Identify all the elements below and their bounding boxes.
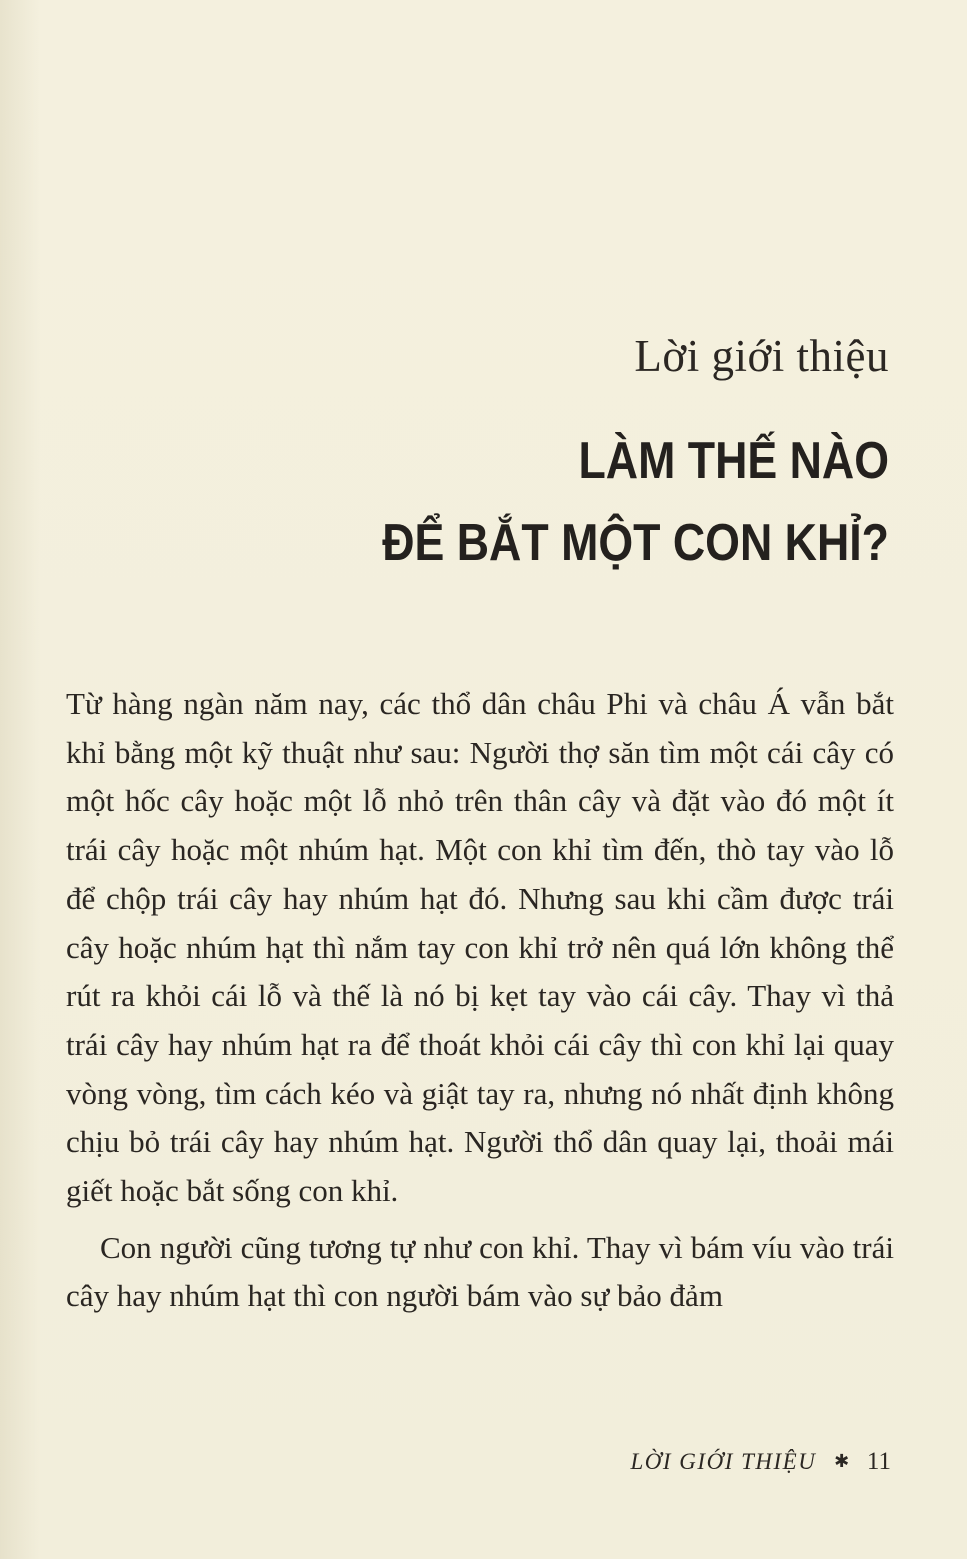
chapter-title [184,420,889,584]
body-text [66,680,894,1321]
chapter-title-line-1: LÀM THẾ NÀO [578,432,889,490]
paragraph-2: Con người cũng tương tự như con khỉ. Thay vì bám víu vào trái cây hay nhúm hạt thì con người bám vào sự bảo đảm [66,1229,894,1314]
asterisk-separator-icon: ✱ [834,1451,850,1471]
running-head: LỜI GIỚI THIỆU [630,1449,817,1474]
page-number: 11 [866,1448,891,1475]
chapter-title-line-2: ĐỂ BẮT MỘT CON KHỈ? [382,514,889,572]
chapter-label: Lời giới thiệu [634,331,889,381]
page-footer [631,1448,892,1476]
paragraph-1: Từ hàng ngàn năm nay, các thổ dân châu Phi và châu Á vẫn bắt khỉ bằng một kỹ thuật như sau: Người thợ săn tìm một cái cây có một hốc cây hoặc một lỗ nhỏ trên thân cây và đặt vào đó một ít trái cây hoặc một nhúm hạt. Một con khỉ tìm đến, thò tay vào lỗ để chộp trái cây hay nhúm hạt đó. Nhưng sau khi cầm được trái cây hoặc nhúm hạt thì nắm tay con khỉ trở nên quá lớn không thể rút ra khỏi cái lỗ và thế là nó bị kẹt tay vào cái cây. Thay vì thả trái cây hay nhúm hạt ra để thoát khỏi cái cây thì con khỉ lại quay vòng vòng, tìm cách kéo và giật tay ra, nhưng nó nhất định không chịu bỏ trái cây hay nhúm hạt. Người thổ dân quay lại, thoải mái giết hoặc bắt sống con khỉ. [66,686,894,1209]
